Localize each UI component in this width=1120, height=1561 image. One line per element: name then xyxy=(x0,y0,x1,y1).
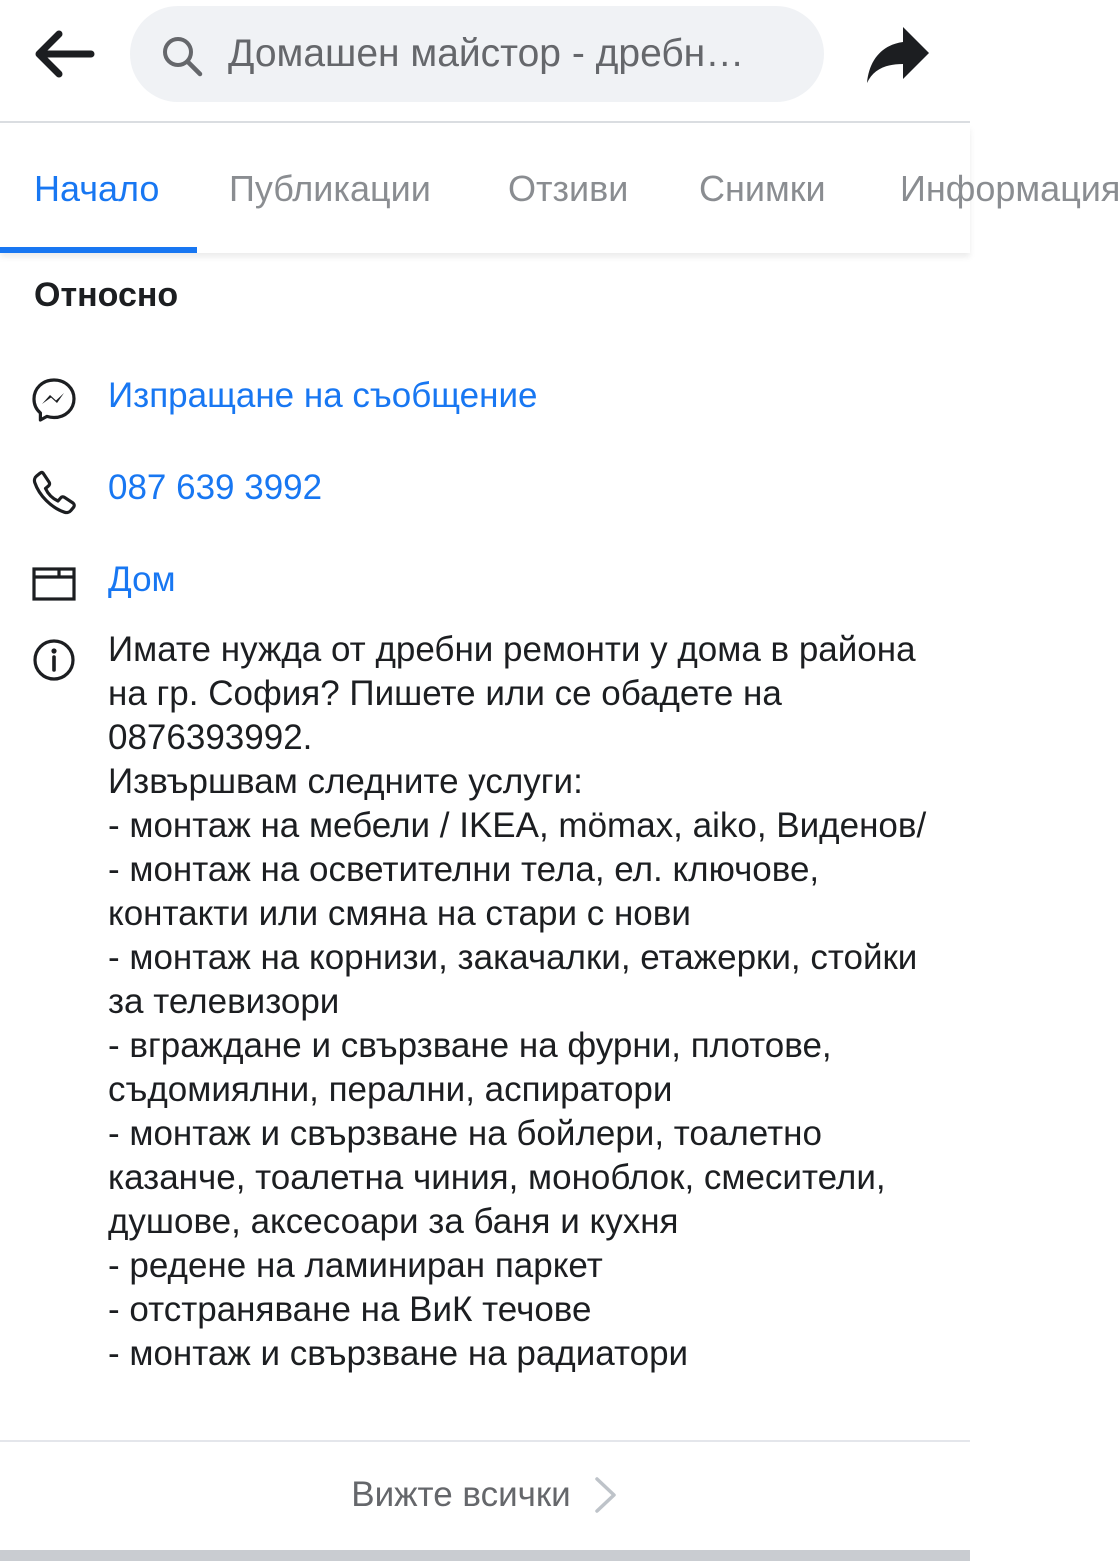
active-tab-indicator xyxy=(0,247,197,253)
top-bar xyxy=(0,0,970,123)
tab-photos[interactable]: Снимки xyxy=(699,168,826,209)
back-button[interactable] xyxy=(28,22,100,86)
tab-info[interactable]: Информация xyxy=(900,168,1120,209)
phone-number-link[interactable]: 087 639 3992 xyxy=(108,468,323,507)
messenger-row[interactable] xyxy=(0,374,970,424)
arrow-left-icon xyxy=(33,28,95,80)
see-all-button[interactable] xyxy=(0,1442,970,1548)
category-link[interactable]: Дом xyxy=(108,560,176,599)
see-all-label: Вижте всички xyxy=(351,1475,571,1514)
tab-posts[interactable]: Публикации xyxy=(229,168,431,209)
share-arrow-icon xyxy=(865,23,931,85)
tab-reviews[interactable]: Отзиви xyxy=(508,168,629,209)
search-field[interactable] xyxy=(130,6,824,102)
category-icon xyxy=(30,560,78,608)
info-icon xyxy=(30,636,78,684)
about-description: Имате нужда от дребни ремонти у дома в района на гр. София? Пишете или се обадете на 0876393992. Извършвам следните услуги: - монтаж на мебели / IKEA, mömax, aiko, Виденов/ - монтаж на осветителни тела, ел. ключове, контакти или смяна на стари с нови - монтаж на корнизи, закачалки, етажерки, стойки за телевизори - вграждане и свързване на фурни, плотове, съдомиялни, перални, аспиратори - монтаж и свързване на бойлери, тоалетно казанче, тоалетна чиния, моноблок, смесители, душове, аксесоари за баня и кухня - редене на ламиниран паркет - отстраняване на ВиК течове - монтаж и свързване на радиатори xyxy=(108,630,927,1373)
page-tabs xyxy=(0,125,1120,253)
search-icon xyxy=(160,34,204,78)
phone-icon xyxy=(30,468,78,516)
tab-home[interactable]: Начало xyxy=(34,168,160,209)
search-query-text: Домашен майстор - дребн… xyxy=(228,32,745,75)
share-button[interactable] xyxy=(858,18,938,90)
messenger-icon xyxy=(30,376,78,424)
chevron-right-icon xyxy=(593,1475,619,1515)
send-message-link[interactable]: Изпращане на съобщение xyxy=(108,376,538,415)
category-row[interactable] xyxy=(0,558,970,608)
section-separator xyxy=(0,1550,970,1561)
section-title: Относно xyxy=(34,276,179,314)
phone-row[interactable] xyxy=(0,466,970,516)
